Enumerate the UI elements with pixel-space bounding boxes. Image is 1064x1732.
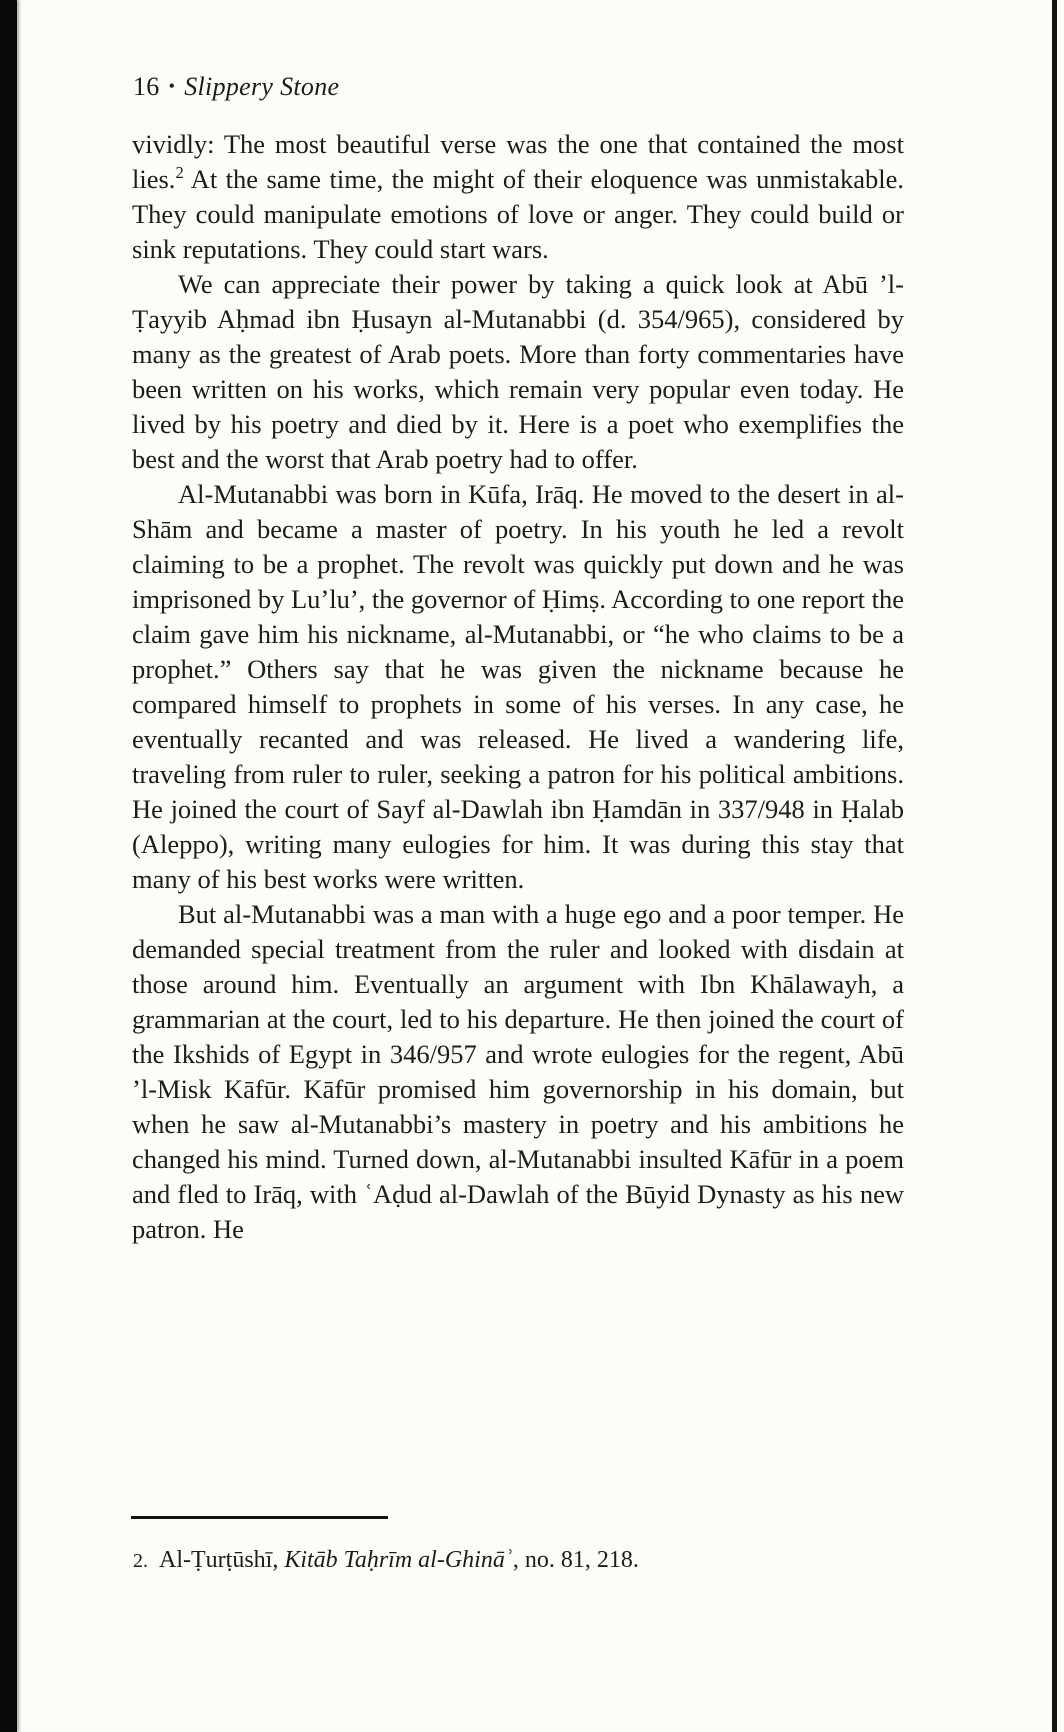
footnote-number: 2. bbox=[133, 1550, 148, 1572]
paragraph: But al-Mutanabbi was a man with a huge ego and a poor temper. He demanded special treatment from the ruler and looked with disdain at those around him. Eventually an argument with Ibn Khālawayh, a grammarian at the court, led to his departure. He then joined the court of the Ikshids of Egypt in 346/957 and wrote eulogies for the regent, Abū ’l-Misk Kāfūr. Kāfūr promised him governorship in his domain, but when he saw al-Mutanabbi’s mastery in poetry and his ambitions he changed his mind. Turned down, al-Mutanabbi insulted Kāfūr in a poem and fled to Irāq, with ʿAḍud al-Dawlah of the Būyid Dynasty as his new patron. He bbox=[132, 899, 904, 1244]
footnote-marker: 2 bbox=[175, 163, 184, 183]
footnote-reference: , no. 81, 218. bbox=[512, 1547, 639, 1573]
footnote bbox=[133, 1544, 905, 1577]
paragraph bbox=[132, 127, 904, 267]
book-title: Slippery Stone bbox=[184, 72, 340, 101]
left-binding-shadow bbox=[0, 0, 17, 1732]
right-page-edge-shadow bbox=[1052, 0, 1057, 1732]
page-body bbox=[132, 127, 904, 1247]
footnote-separator-rule bbox=[131, 1516, 388, 1519]
paragraph-text: At the same time, the might of their eloquence was unmistakable. They could manipulate emotions of love or anger. They could build or sink reputations. They could start wars. bbox=[132, 164, 904, 264]
footnote-author: Al-Ṭurṭūshī, bbox=[159, 1547, 285, 1573]
header-separator-bullet: • bbox=[168, 76, 176, 96]
paragraph: We can appreciate their power by taking a quick look at Abū ’l-Ṭayyib Aḥmad ibn Ḥusayn al-Mutanabbi (d. 354/965), considered by many as the greatest of Arab poets. More than forty commentaries have been written on his works, which remain very popular even today. He lived by his poetry and died by it. Here is a poet who exemplifies the best and the worst that Arab poetry had to offer. bbox=[132, 269, 904, 474]
running-header bbox=[133, 72, 339, 102]
paragraph-text: vividly: The most beautiful verse was the one that contained the most lies. bbox=[132, 129, 904, 194]
page-number: 16 bbox=[133, 72, 160, 101]
footnote-work-title: Kitāb Taḥrīm al-Ghināʾ bbox=[284, 1547, 513, 1573]
paragraph: Al-Mutanabbi was born in Kūfa, Irāq. He moved to the desert in al-Shām and became a master of poetry. In his youth he led a revolt claiming to be a prophet. The revolt was quickly put down and he was imprisoned by Lu’lu’, the governor of Ḥimṣ. According to one report the claim gave him his nickname, al-Mutanabbi, or “he who claims to be a prophet.” Others say that he was given the nickname because he compared himself to prophets in some of his verses. In any case, he eventually recanted and was released. He lived a wandering life, traveling from ruler to ruler, seeking a patron for his political ambitions. He joined the court of Sayf al-Dawlah ibn Ḥamdān in 337/948 in Ḥalab (Aleppo), writing many eulogies for him. It was during this stay that many of his best works were written. bbox=[132, 479, 905, 894]
